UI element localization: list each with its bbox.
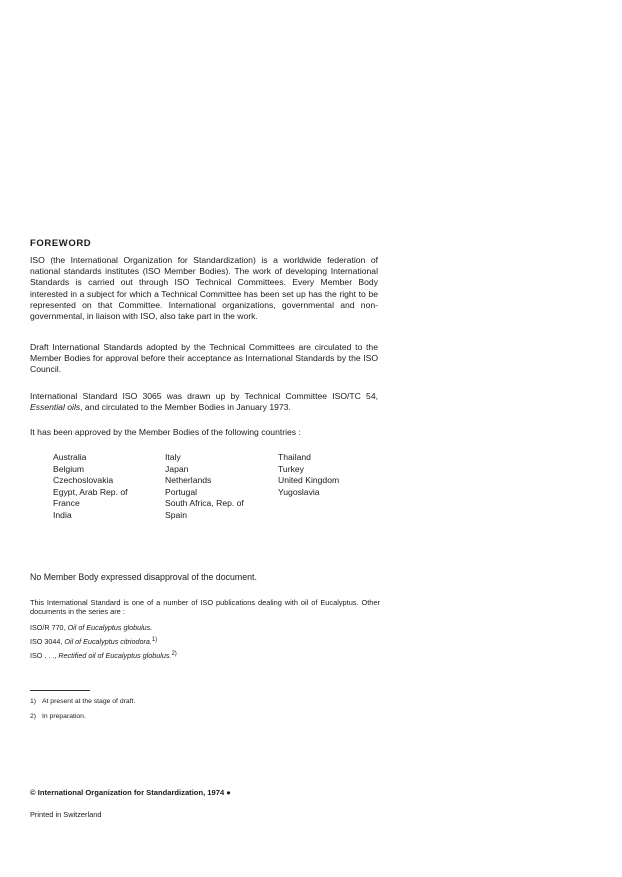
series-item	[30, 634, 177, 648]
draft-paragraph: Draft International Standards adopted by the Technical Committees are circulated to the Member Bodies for approval before their acceptance as International Standards by the ISO Council.	[30, 342, 378, 375]
country-item: South Africa, Rep. of	[165, 498, 244, 509]
copyright-notice: © International Organization for Standardization, 1974 ●	[30, 788, 231, 797]
printed-in: Printed in Switzerland	[30, 810, 102, 819]
series-item	[30, 620, 177, 634]
intro-paragraph: ISO (the International Organization for Standardization) is a worldwide federation of national standards institutes (ISO Member Bodies). The work of developing International Standards is carried out through ISO Technical Committees. Every Member Body interested in a subject for which a Technical Committee has been set up has the right to be represented on that Committee. International organizations, governmental and non-governmental, in liaison with ISO, also take part in the work.	[30, 255, 378, 322]
country-item: Italy	[165, 452, 181, 462]
country-item: Yugoslavia	[278, 486, 320, 497]
country-column-2	[165, 452, 278, 522]
foreword-heading: FOREWORD	[30, 238, 92, 249]
country-item: Thailand	[278, 452, 311, 462]
series-code: ISO . . .,	[30, 651, 59, 661]
series-note: 1)	[151, 637, 158, 644]
country-item: Spain	[165, 509, 187, 520]
footnote-text: In preparation.	[42, 713, 86, 720]
footnote-divider	[30, 690, 90, 691]
country-item: United Kingdom	[278, 475, 340, 486]
standard-paragraph	[30, 391, 378, 413]
series-note: 2)	[171, 651, 177, 658]
series-item	[30, 648, 177, 662]
country-item: Australia	[53, 452, 87, 462]
standard-intro: International Standard ISO 3065 was drawn up by Technical Committee ISO/TC 54,	[30, 391, 378, 401]
country-column-3	[278, 452, 378, 522]
country-item: Belgium	[53, 463, 85, 474]
committee-title: Essential oils	[30, 402, 81, 413]
country-column-1	[53, 452, 165, 522]
footnote-number: 2)	[30, 713, 37, 720]
series-paragraph: This International Standard is one of a number of ISO publications dealing with oil of Eucalyptus. Other documents in the series are :	[30, 598, 380, 617]
series-code: ISO/R 770,	[30, 623, 68, 632]
country-item: Japan	[165, 463, 189, 474]
country-item: Portugal	[165, 486, 198, 497]
series-title: Rectified oil of Eucalyptus globulus.	[58, 651, 172, 661]
country-item: India	[53, 509, 72, 520]
footnote	[30, 713, 86, 720]
country-item: Czechoslovakia	[53, 475, 114, 486]
country-item: Turkey	[278, 463, 304, 474]
series-code: ISO 3044,	[30, 637, 65, 647]
series-list	[30, 620, 177, 663]
footnote-number: 1)	[30, 698, 37, 705]
series-title: Oil of Eucalyptus globulus.	[67, 623, 153, 632]
footnote	[30, 698, 135, 705]
country-item: France	[53, 498, 80, 509]
series-title: Oil of Eucalyptus citriodora.	[64, 637, 152, 647]
standard-outro: , and circulated to the Member Bodies in January 1973.	[80, 402, 291, 413]
disapproval-paragraph: No Member Body expressed disapproval of the document.	[30, 572, 257, 582]
footnote-text: At present at the stage of draft.	[42, 698, 136, 705]
country-item: Netherlands	[165, 475, 212, 486]
approval-paragraph: It has been approved by the Member Bodies of the following countries :	[30, 427, 301, 437]
country-list	[53, 452, 378, 522]
country-item: Egypt, Arab Rep. of	[53, 486, 128, 497]
